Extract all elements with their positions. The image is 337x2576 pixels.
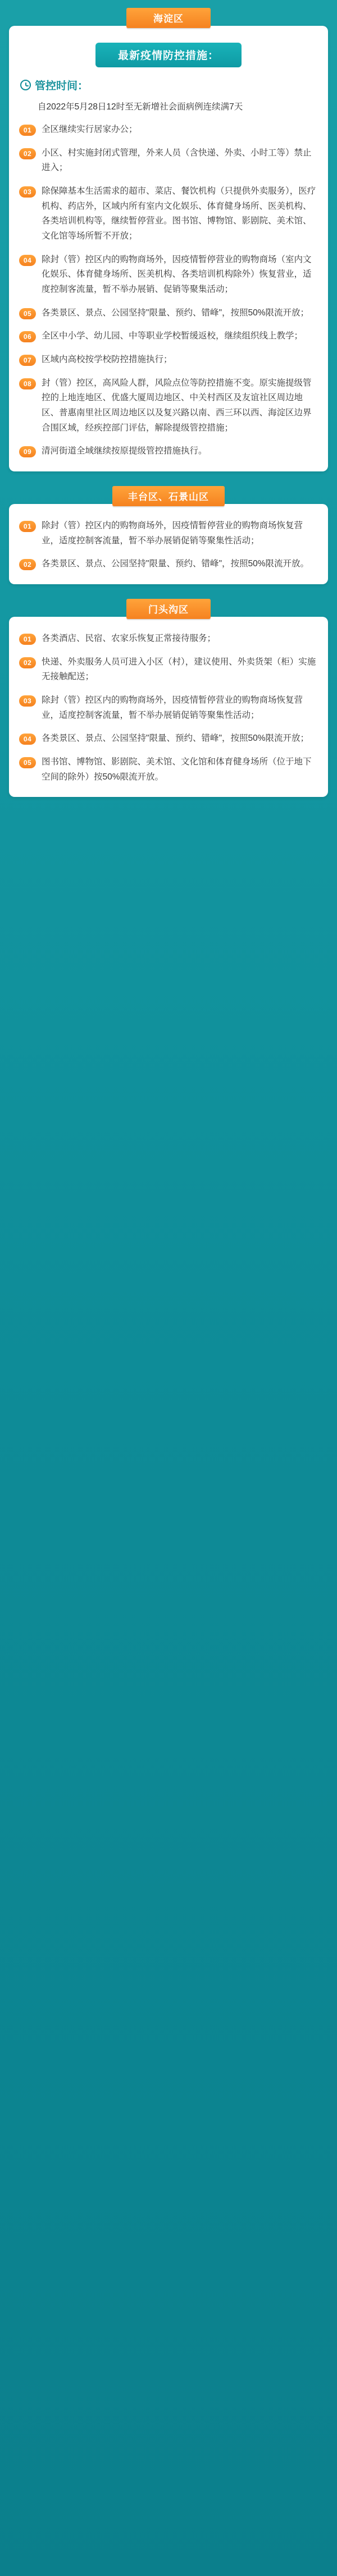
list-item [19, 329, 318, 344]
item-text: 区域内高校按学校防控措施执行； [42, 355, 172, 364]
item-text: 小区、村实施封闭式管理，外来人员（含快递、外卖、小时工等）禁止进入； [42, 148, 312, 173]
section-fengtai-shijingshan [9, 486, 328, 584]
list-item [19, 306, 318, 321]
list-item [19, 655, 318, 685]
item-number: 02 [19, 559, 36, 570]
content-wrapper [0, 0, 337, 868]
card-fengtai-shijingshan [9, 504, 328, 584]
item-text: 全区继续实行居家办公； [42, 125, 138, 135]
list-item [19, 444, 318, 459]
item-text: 除封（管）控区内的购物商场外，因疫情暂停营业的购物商场（室内文化娱乐、体育健身场所、医美机构、各类培训机构除外）恢复营业，适度控制客流量，暂不举办展销、促销等聚集活动； [42, 254, 312, 295]
item-number: 01 [19, 634, 36, 645]
district-tag-mentougou: 门头沟区 [126, 599, 211, 619]
item-text: 除封（管）控区内的购物商场外，因疫情暂停营业的购物商场恢复营业，适度控制客流量，暂不举办展销促销等聚集性活动； [42, 520, 303, 546]
item-number: 07 [19, 355, 36, 366]
list-item [19, 693, 318, 723]
district-tag-fengtai-shijingshan: 丰台区、石景山区 [112, 486, 225, 506]
list-item [19, 122, 318, 137]
item-text: 各类景区、景点、公园坚持"限量、预约、错峰"，按照50%限流开放。 [42, 559, 309, 569]
list-item [19, 253, 318, 297]
item-text: 封（管）控区，高风险人群，风险点位等防控措施不变。原实施提级管控的上地连地区、优盛大厦周边地区、中关村西区及友谊社区周边地区、普惠南里社区周边地区以及复兴路以南、西三环以西、海淀区边界合围区域，经疾控部门评估，解除提级管控措施； [42, 378, 312, 433]
list-item [19, 184, 318, 244]
item-number: 01 [19, 125, 36, 136]
control-time-label: 管控时间： [35, 80, 89, 92]
item-number: 03 [19, 695, 36, 707]
list-item [19, 731, 318, 746]
list-item [19, 557, 318, 572]
item-number: 04 [19, 734, 36, 745]
section-mentougou [9, 599, 328, 797]
card-haidian [9, 26, 328, 471]
list-item [19, 146, 318, 176]
list-item [19, 376, 318, 436]
item-text: 除保障基本生活需求的超市、菜店、餐饮机构（只提供外卖服务），医疗机构、药店外，区域内所有室内文化娱乐、体育健身场所、医美机构、各类培训机构等，继续暂停营业。图书馆、博物馆、影剧院、美术馆、文化馆等场所暂不开放； [42, 186, 316, 241]
item-number: 06 [19, 331, 36, 342]
control-time-text: 自2022年5月28日12时至无新增社会面病例连续满7天 [38, 102, 243, 112]
card-mentougou [9, 617, 328, 797]
list-item [19, 352, 318, 368]
clock-icon [20, 80, 31, 90]
item-number: 04 [19, 255, 36, 266]
item-number: 09 [19, 446, 36, 457]
item-text: 图书馆、博物馆、影剧院、美术馆、文化馆和体育健身场所（位于地下空间的除外）按50%限流开放。 [42, 757, 312, 782]
district-tag-haidian: 海淀区 [126, 8, 211, 28]
list-item [19, 519, 318, 548]
section-haidian [9, 8, 328, 471]
item-number: 08 [19, 378, 36, 389]
item-number: 05 [19, 308, 36, 319]
item-number: 03 [19, 186, 36, 198]
list-item [19, 631, 318, 647]
item-text: 快递、外卖服务人员可进入小区（村），建议使用、外卖货架（柜）实施无接触配送； [42, 657, 316, 682]
control-time-subtitle [20, 77, 318, 93]
item-text: 除封（管）控区内的购物商场外，因疫情暂停营业的购物商场恢复营业，适度控制客流量，暂不举办展销促销等聚集性活动； [42, 695, 303, 720]
page-title: 最新疫情防控措施： [95, 43, 242, 67]
item-text: 全区中小学、幼儿园、中等职业学校暂缓返校，继续组织线上教学； [42, 331, 303, 341]
bottom-spacer [9, 812, 328, 845]
item-text: 清河街道全域继续按原提级管控措施执行。 [42, 446, 207, 456]
item-text: 各类景区、景点、公园坚持"限量、预约、错峰"，按照50%限流开放； [42, 734, 309, 744]
item-number: 02 [19, 657, 36, 668]
item-number: 02 [19, 148, 36, 159]
item-number: 05 [19, 757, 36, 768]
list-item [19, 755, 318, 785]
item-number: 01 [19, 521, 36, 532]
item-text: 各类景区、景点、公园坚持"限量、预约、错峰"，按照50%限流开放； [42, 308, 309, 318]
item-text: 各类酒店、民宿、农家乐恢复正常接待服务； [42, 633, 216, 643]
